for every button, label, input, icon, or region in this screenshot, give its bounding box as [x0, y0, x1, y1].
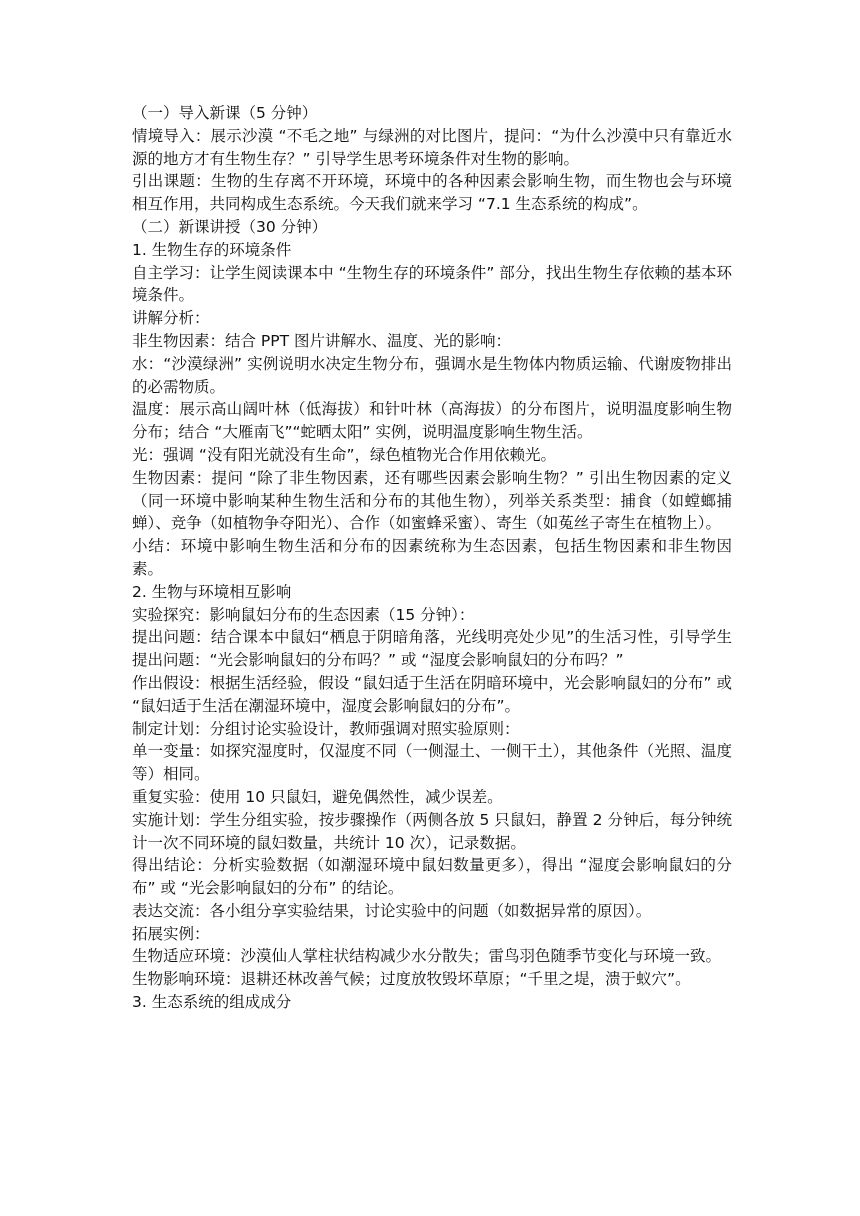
- paragraph: 提出问题：结合课本中鼠妇“栖息于阴暗角落，光线明亮处少见”的生活习性，引导学生提出问题：“光会影响鼠妇的分布吗？” 或 “湿度会影响鼠妇的分布吗？”: [132, 628, 732, 670]
- paragraph: 光：强调 “没有阳光就没有生命”，绿色植物光合作用依赖光。: [132, 445, 556, 464]
- subheading: 2. 生物与环境相互影响: [132, 582, 292, 601]
- paragraph: 水：“沙漠绿洲” 实例说明水决定生物分布，强调水是生物体内物质运输、代谢废物排出的必需物质。: [132, 354, 732, 396]
- paragraph: 自主学习：让学生阅读课本中 “生物生存的环境条件” 部分，找出生物生存依赖的基本环境条件。: [132, 263, 732, 305]
- section-heading-intro: （一）导入新课（5 分钟）: [132, 104, 318, 122]
- paragraph: 温度：展示高山阔叶林（低海拔）和针叶林（高海拔）的分布图片，说明温度影响生物分布；结合 “大雁南飞”“蛇晒太阳” 实例，说明温度影响生物生活。: [132, 400, 732, 442]
- section-heading-lecture: （二）新课讲授（30 分钟）: [132, 217, 328, 236]
- paragraph: 重复实验：使用 10 只鼠妇，避免偶然性，减少误差。: [132, 787, 503, 806]
- paragraph: 小结：环境中影响生物生活和分布的因素统称为生态因素，包括生物因素和非生物因素。: [132, 537, 732, 578]
- paragraph: 生物适应环境：沙漠仙人掌柱状结构减少水分散失；雷鸟羽色随季节变化与环境一致。: [132, 947, 722, 966]
- paragraph: 引出课题：生物的生存离不开环境，环境中的各种因素会影响生物，而生物也会与环境相互作用，共同构成生态系统。今天我们就来学习 “7.1 生态系统的构成”。: [132, 172, 732, 214]
- paragraph: 单一变量：如探究湿度时，仅湿度不同（一侧湿土、一侧干土），其他条件（光照、温度等）相同。: [132, 742, 732, 784]
- paragraph: 讲解分析：: [132, 309, 210, 328]
- paragraph: 制定计划：分组讨论实验设计，教师强调对照实验原则：: [132, 719, 520, 738]
- paragraph: 作出假设：根据生活经验，假设 “鼠妇适于生活在阴暗环境中，光会影响鼠妇的分布” 或 “鼠妇适于生活在潮湿环境中，湿度会影响鼠妇的分布”。: [132, 673, 732, 715]
- paragraph: 生物因素：提问 “除了非生物因素，还有哪些因素会影响生物？” 引出生物因素的定义（同一环境中影响某种生物生活和分布的其他生物），列举关系类型：捕食（如螳螂捕蝉）、竞争（如植物争夺阳光）、合作（如蜜蜂采蜜）、寄生（如菟丝子寄生在植物上）。: [132, 468, 732, 533]
- subheading: 1. 生物生存的环境条件: [132, 240, 292, 259]
- paragraph: 实施计划：学生分组实验，按步骤操作（两侧各放 5 只鼠妇，静置 2 分钟后，每分钟统计一次不同环境的鼠妇数量，共统计 10 次），记录数据。: [132, 810, 732, 852]
- paragraph: 生物影响环境：退耕还林改善气候；过度放牧毁坏草原；“千里之堤，溃于蚁穴”。: [132, 970, 691, 989]
- document-body: [132, 102, 732, 1014]
- paragraph: 实验探究：影响鼠妇分布的生态因素（15 分钟）：: [132, 605, 475, 624]
- paragraph: 非生物因素：结合 PPT 图片讲解水、温度、光的影响：: [132, 331, 512, 350]
- paragraph: 情境导入：展示沙漠 “不毛之地” 与绿洲的对比图片，提问：“为什么沙漠中只有靠近水源的地方才有生物生存？” 引导学生思考环境条件对生物的影响。: [132, 126, 732, 168]
- paragraph: 得出结论：分析实验数据（如潮湿环境中鼠妇数量更多），得出 “湿度会影响鼠妇的分布” 或 “光会影响鼠妇的分布” 的结论。: [132, 856, 732, 898]
- subheading: 3. 生态系统的组成成分: [132, 993, 292, 1012]
- paragraph: 表达交流：各小组分享实验结果，讨论实验中的问题（如数据异常的原因）。: [132, 901, 652, 920]
- paragraph: 拓展实例：: [132, 924, 210, 943]
